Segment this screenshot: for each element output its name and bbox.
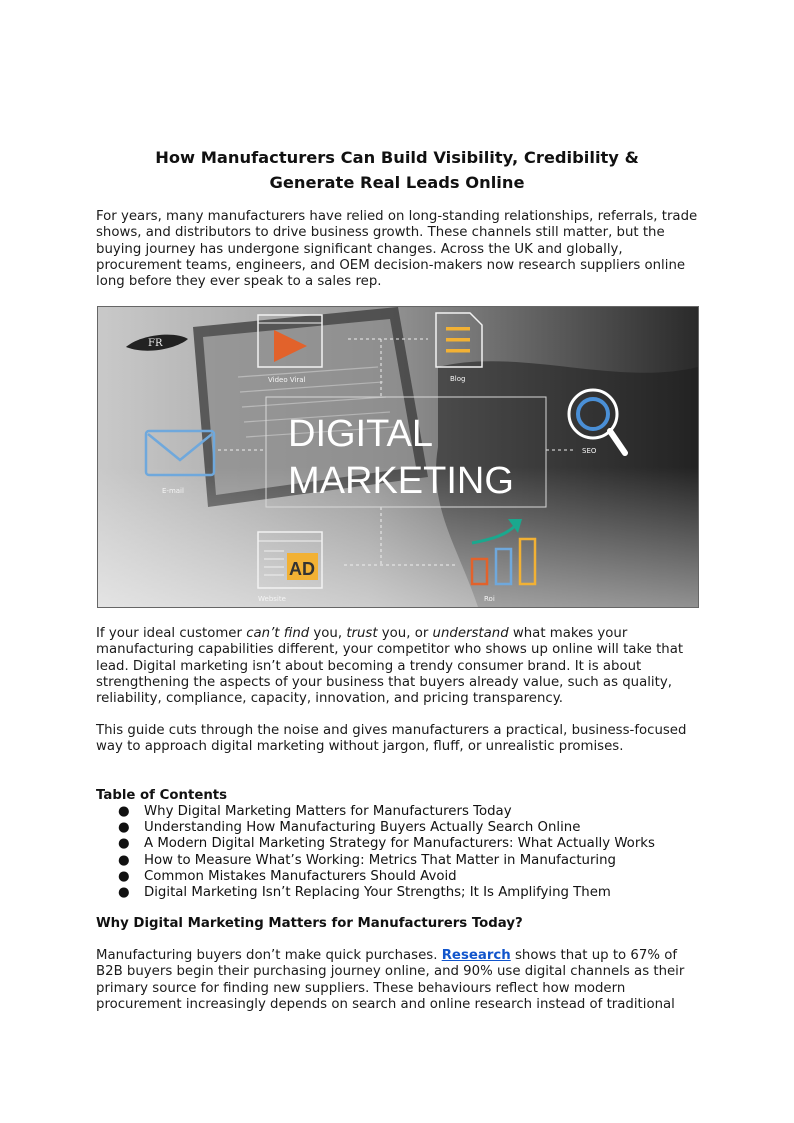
hero-image <box>97 306 699 608</box>
title-line-1: How Manufacturers Can Build Visibility, Credibility & <box>155 148 639 167</box>
label-video-viral: Video Viral <box>268 376 306 384</box>
para2-text-3: you, or <box>377 626 433 641</box>
para2-emphasis-understand: understand <box>432 626 509 641</box>
toc-item[interactable] <box>96 836 655 852</box>
toc-item[interactable] <box>96 804 655 820</box>
ad-label: AD <box>289 559 315 579</box>
toc-item-label: Understanding How Manufacturing Buyers Actually Search Online <box>144 820 581 836</box>
intro-paragraph: For years, many manufacturers have relied on long-standing relationships, referrals, trade shows, and distributors to drive business growth. These channels still matter, but the buying journey has undergone significant changes. Across the UK and globally, procurement teams, engineers, and OEM decision-makers now research suppliers online long before they ever speak to a sales rep. <box>96 209 698 290</box>
title-line-2: Generate Real Leads Online <box>269 173 525 192</box>
para4-text-2: shows that up to 67% of B2B buyers begin their purchasing journey online, and 90% use digital channels as their primary source for finding new suppliers. These behaviours reflect how modern procurement increasingly depends on search and online research instead of traditional <box>96 948 685 1012</box>
logo-text: FR <box>148 338 163 349</box>
toc-item-label: Common Mistakes Manufacturers Should Avoid <box>144 868 457 884</box>
toc-item-label: Why Digital Marketing Matters for Manufacturers Today <box>144 804 512 819</box>
paragraph-2 <box>96 626 702 707</box>
table-of-contents <box>96 804 655 901</box>
label-blog: Blog <box>450 375 466 383</box>
bullet-icon: ● <box>118 820 130 836</box>
page-title <box>96 145 698 195</box>
label-email: E-mail <box>162 487 184 495</box>
bullet-icon: ● <box>118 804 130 819</box>
headline-line-2: MARKETING <box>288 460 514 502</box>
para2-text-2: you, <box>309 626 347 641</box>
para2-text-4: what makes your manufacturing capabilities different, your competitor who shows up online will take that lead. Digital marketing isn’t about becoming a trendy consumer brand. It is about strengthening the aspects of your business that buyers already value, such as quality, reliability, compliance, capacity, innovation, and pricing transparency. <box>96 626 684 707</box>
bullet-icon: ● <box>118 852 130 868</box>
bullet-icon: ● <box>118 836 130 852</box>
toc-item-label: A Modern Digital Marketing Strategy for Manufacturers: What Actually Works <box>144 836 655 852</box>
bullet-icon: ● <box>118 868 130 884</box>
toc-item[interactable] <box>96 885 655 901</box>
toc-item[interactable] <box>96 820 655 836</box>
toc-item-label: How to Measure What’s Working: Metrics That Matter in Manufacturing <box>144 852 616 868</box>
para2-text-1: If your ideal customer <box>96 626 247 641</box>
toc-heading: Table of Contents <box>96 788 228 803</box>
paragraph-4 <box>96 948 702 1013</box>
toc-item[interactable] <box>96 869 655 885</box>
label-website: Website <box>258 595 286 603</box>
para4-text-1: Manufacturing buyers don’t make quick purchases. <box>96 948 442 963</box>
section-heading: Why Digital Marketing Matters for Manufacturers Today? <box>96 916 523 931</box>
para2-emphasis-cant-find: can’t find <box>246 626 310 641</box>
bullet-icon: ● <box>118 885 130 901</box>
label-seo: SEO <box>582 447 597 455</box>
research-link[interactable]: Research <box>441 948 511 963</box>
toc-item[interactable] <box>96 853 655 869</box>
headline-line-1: DIGITAL <box>288 413 433 455</box>
toc-item-label: Digital Marketing Isn’t Replacing Your Strengths; It Is Amplifying Them <box>144 885 611 901</box>
label-roi: Roi <box>484 595 495 603</box>
para2-emphasis-trust: trust <box>346 626 378 641</box>
paragraph-3: This guide cuts through the noise and gives manufacturers a practical, business-focused way to approach digital marketing without jargon, fluff, or unrealistic promises. <box>96 723 687 755</box>
